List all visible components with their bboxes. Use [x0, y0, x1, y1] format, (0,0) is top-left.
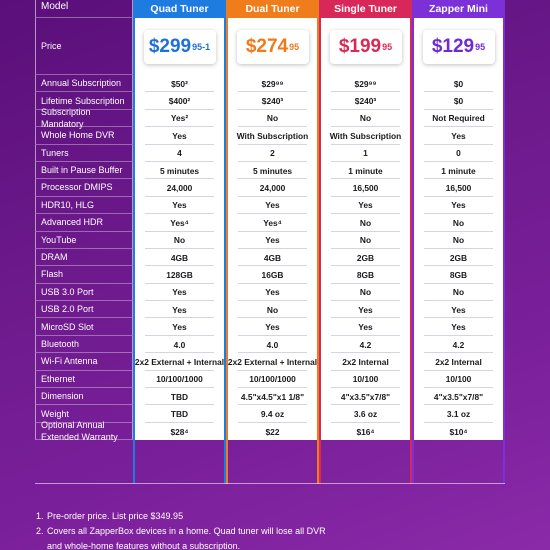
table-cell: Yes [226, 232, 319, 249]
table-cell: Yes [412, 318, 505, 335]
row-label: Built in Pause Buffer [35, 162, 133, 179]
table-cell: 8GB [412, 266, 505, 283]
column-edge [412, 0, 414, 484]
column-edge [319, 0, 321, 484]
table-cell: No [319, 232, 412, 249]
table-cell: No [412, 232, 505, 249]
table-cell: Yes⁴ [133, 214, 226, 231]
price-badge [423, 30, 495, 64]
price-cell [133, 18, 226, 75]
table-cell: Yes [133, 301, 226, 318]
footnote-number [36, 539, 47, 550]
table-cell: $50² [133, 75, 226, 92]
table-cell: Yes² [133, 110, 226, 127]
column-edge [226, 0, 228, 484]
row-label: Bluetooth [35, 336, 133, 353]
table-cell: 0 [412, 145, 505, 162]
table-cell: 4.0 [226, 336, 319, 353]
table-cell: With Subscription [226, 127, 319, 144]
row-label: HDR10, HLG [35, 197, 133, 214]
footnote [36, 509, 506, 524]
price-cents: 95-1 [192, 41, 211, 52]
price-cents: 95 [475, 41, 486, 52]
table-cell: No [226, 301, 319, 318]
price-main: $129 [431, 35, 475, 57]
row-label: YouTube [35, 232, 133, 249]
table-cell: 2x2 External + Internal [133, 353, 226, 370]
table-cell: 2x2 External + Internal [226, 353, 319, 370]
row-label: Subscription Mandatory [35, 110, 133, 127]
footnote-text: and whole-home features without a subscription. [47, 541, 241, 550]
table-cell: $29⁹⁹ [319, 75, 412, 92]
footnote [36, 524, 506, 539]
table-cell: 2x2 Internal [319, 353, 412, 370]
table-cell: 2 [226, 145, 319, 162]
table-cell: With Subscription [319, 127, 412, 144]
table-cell: 4 [133, 145, 226, 162]
table-cell: 4GB [226, 249, 319, 266]
footnote [36, 539, 506, 550]
model-header: Quad Tuner [133, 0, 226, 18]
table-cell: 4.5"x4.5"x1 1/8" [226, 388, 319, 405]
price-main: $199 [338, 35, 382, 57]
table-cell: 1 [319, 145, 412, 162]
table-cell: $240³ [319, 92, 412, 109]
row-label: Annual Subscription [35, 75, 133, 92]
row-label: Wi-Fi Antenna [35, 353, 133, 370]
table-cell: 16,500 [412, 179, 505, 196]
warranty-cell: $10⁴ [412, 423, 505, 440]
price-badge [330, 30, 402, 64]
table-cell: 10/100/1000 [226, 371, 319, 388]
row-label: Ethernet [35, 371, 133, 388]
table-cell: No [319, 110, 412, 127]
table-cell: $0 [412, 75, 505, 92]
table-cell: Yes [133, 284, 226, 301]
table-cell: $400² [133, 92, 226, 109]
table-cell: 5 minutes [226, 162, 319, 179]
table-cell: 5 minutes [133, 162, 226, 179]
table-cell: Yes [133, 127, 226, 144]
table-cell: 4.0 [133, 336, 226, 353]
column-edge [133, 0, 135, 484]
table-cell: 2GB [319, 249, 412, 266]
table-cell: 4"x3.5"x7/8" [319, 388, 412, 405]
table-cell: Yes [226, 318, 319, 335]
table-cell: Not Required [412, 110, 505, 127]
table-cell: No [319, 284, 412, 301]
table-cell: $29⁹⁹ [226, 75, 319, 92]
table-cell: 4.2 [319, 336, 412, 353]
footnote-text: Pre-order price. List price $349.95 [47, 511, 184, 521]
table-cell: Yes⁴ [226, 214, 319, 231]
comparison-table [35, 0, 505, 484]
table-cell: TBD [133, 388, 226, 405]
footnotes [36, 509, 506, 550]
warranty-cell: $16⁴ [319, 423, 412, 440]
table-cell: Yes [226, 284, 319, 301]
footnote-number: 1. [36, 511, 44, 521]
price-badge [144, 30, 216, 64]
footnote-text: Covers all ZapperBox devices in a home. Quad tuner will lose all DVR [47, 526, 326, 536]
table-cell: 3.1 oz [412, 405, 505, 422]
table-cell: 10/100 [319, 371, 412, 388]
model-header: Single Tuner [319, 0, 412, 18]
table-cell: 4GB [133, 249, 226, 266]
table-cell: 1 minute [412, 162, 505, 179]
row-label: DRAM [35, 249, 133, 266]
warranty-cell: $22 [226, 423, 319, 440]
model-header: Zapper Mini [412, 0, 505, 18]
table-cell: Yes [319, 301, 412, 318]
row-label: Advanced HDR [35, 214, 133, 231]
price-main: $299 [148, 35, 192, 57]
price-main: $274 [245, 35, 289, 57]
row-label: MicroSD Slot [35, 318, 133, 335]
header-label: Model [35, 0, 133, 18]
table-cell: Yes [133, 197, 226, 214]
row-label: USB 3.0 Port [35, 284, 133, 301]
table-cell: No [226, 110, 319, 127]
row-label: Tuners [35, 145, 133, 162]
table-cell: 16GB [226, 266, 319, 283]
table-cell: Yes [412, 301, 505, 318]
table-cell: $0 [412, 92, 505, 109]
row-label: Whole Home DVR [35, 127, 133, 144]
table-cell: 10/100 [412, 371, 505, 388]
table-cell: 8GB [319, 266, 412, 283]
price-badge [237, 30, 309, 64]
row-label: Processor DMIPS [35, 179, 133, 196]
footnote-number: 2. [36, 526, 44, 536]
table-cell: 1 minute [319, 162, 412, 179]
price-cell [226, 18, 319, 75]
price-cents: 95 [382, 41, 393, 52]
table-cell: 2x2 Internal [412, 353, 505, 370]
table-cell: Yes [412, 127, 505, 144]
row-label: Weight [35, 405, 133, 422]
column-edge [503, 0, 505, 484]
table-cell: 128GB [133, 266, 226, 283]
price-cell [412, 18, 505, 75]
table-cell: $240³ [226, 92, 319, 109]
table-cell: 2GB [412, 249, 505, 266]
table-cell: Yes [412, 197, 505, 214]
price-cents: 95 [289, 41, 300, 52]
table-cell: Yes [319, 197, 412, 214]
table-cell: 4"x3.5"x7/8" [412, 388, 505, 405]
warranty-cell: $28⁴ [133, 423, 226, 440]
table-cell: 9.4 oz [226, 405, 319, 422]
row-label: Dimension [35, 388, 133, 405]
row-label: USB 2.0 Port [35, 301, 133, 318]
table-cell: 3.6 oz [319, 405, 412, 422]
table-cell: TBD [133, 405, 226, 422]
table-cell: 24,000 [133, 179, 226, 196]
table-cell: No [133, 232, 226, 249]
price-cell [319, 18, 412, 75]
table-cell: Yes [226, 197, 319, 214]
table-cell: 4.2 [412, 336, 505, 353]
table-cell: Yes [133, 318, 226, 335]
table-cell: No [412, 284, 505, 301]
table-cell: 24,000 [226, 179, 319, 196]
warranty-label: Optional Annual Extended Warranty [35, 423, 133, 440]
table-cell: 16,500 [319, 179, 412, 196]
table-cell: No [319, 214, 412, 231]
row-label: Flash [35, 266, 133, 283]
price-label: Price [35, 18, 133, 75]
row-label: Lifetime Subscription [35, 92, 133, 109]
table-cell: Yes [319, 318, 412, 335]
table-cell: 10/100/1000 [133, 371, 226, 388]
table-cell: No [412, 214, 505, 231]
model-header: Dual Tuner [226, 0, 319, 18]
table-bottom-edge [35, 483, 505, 484]
